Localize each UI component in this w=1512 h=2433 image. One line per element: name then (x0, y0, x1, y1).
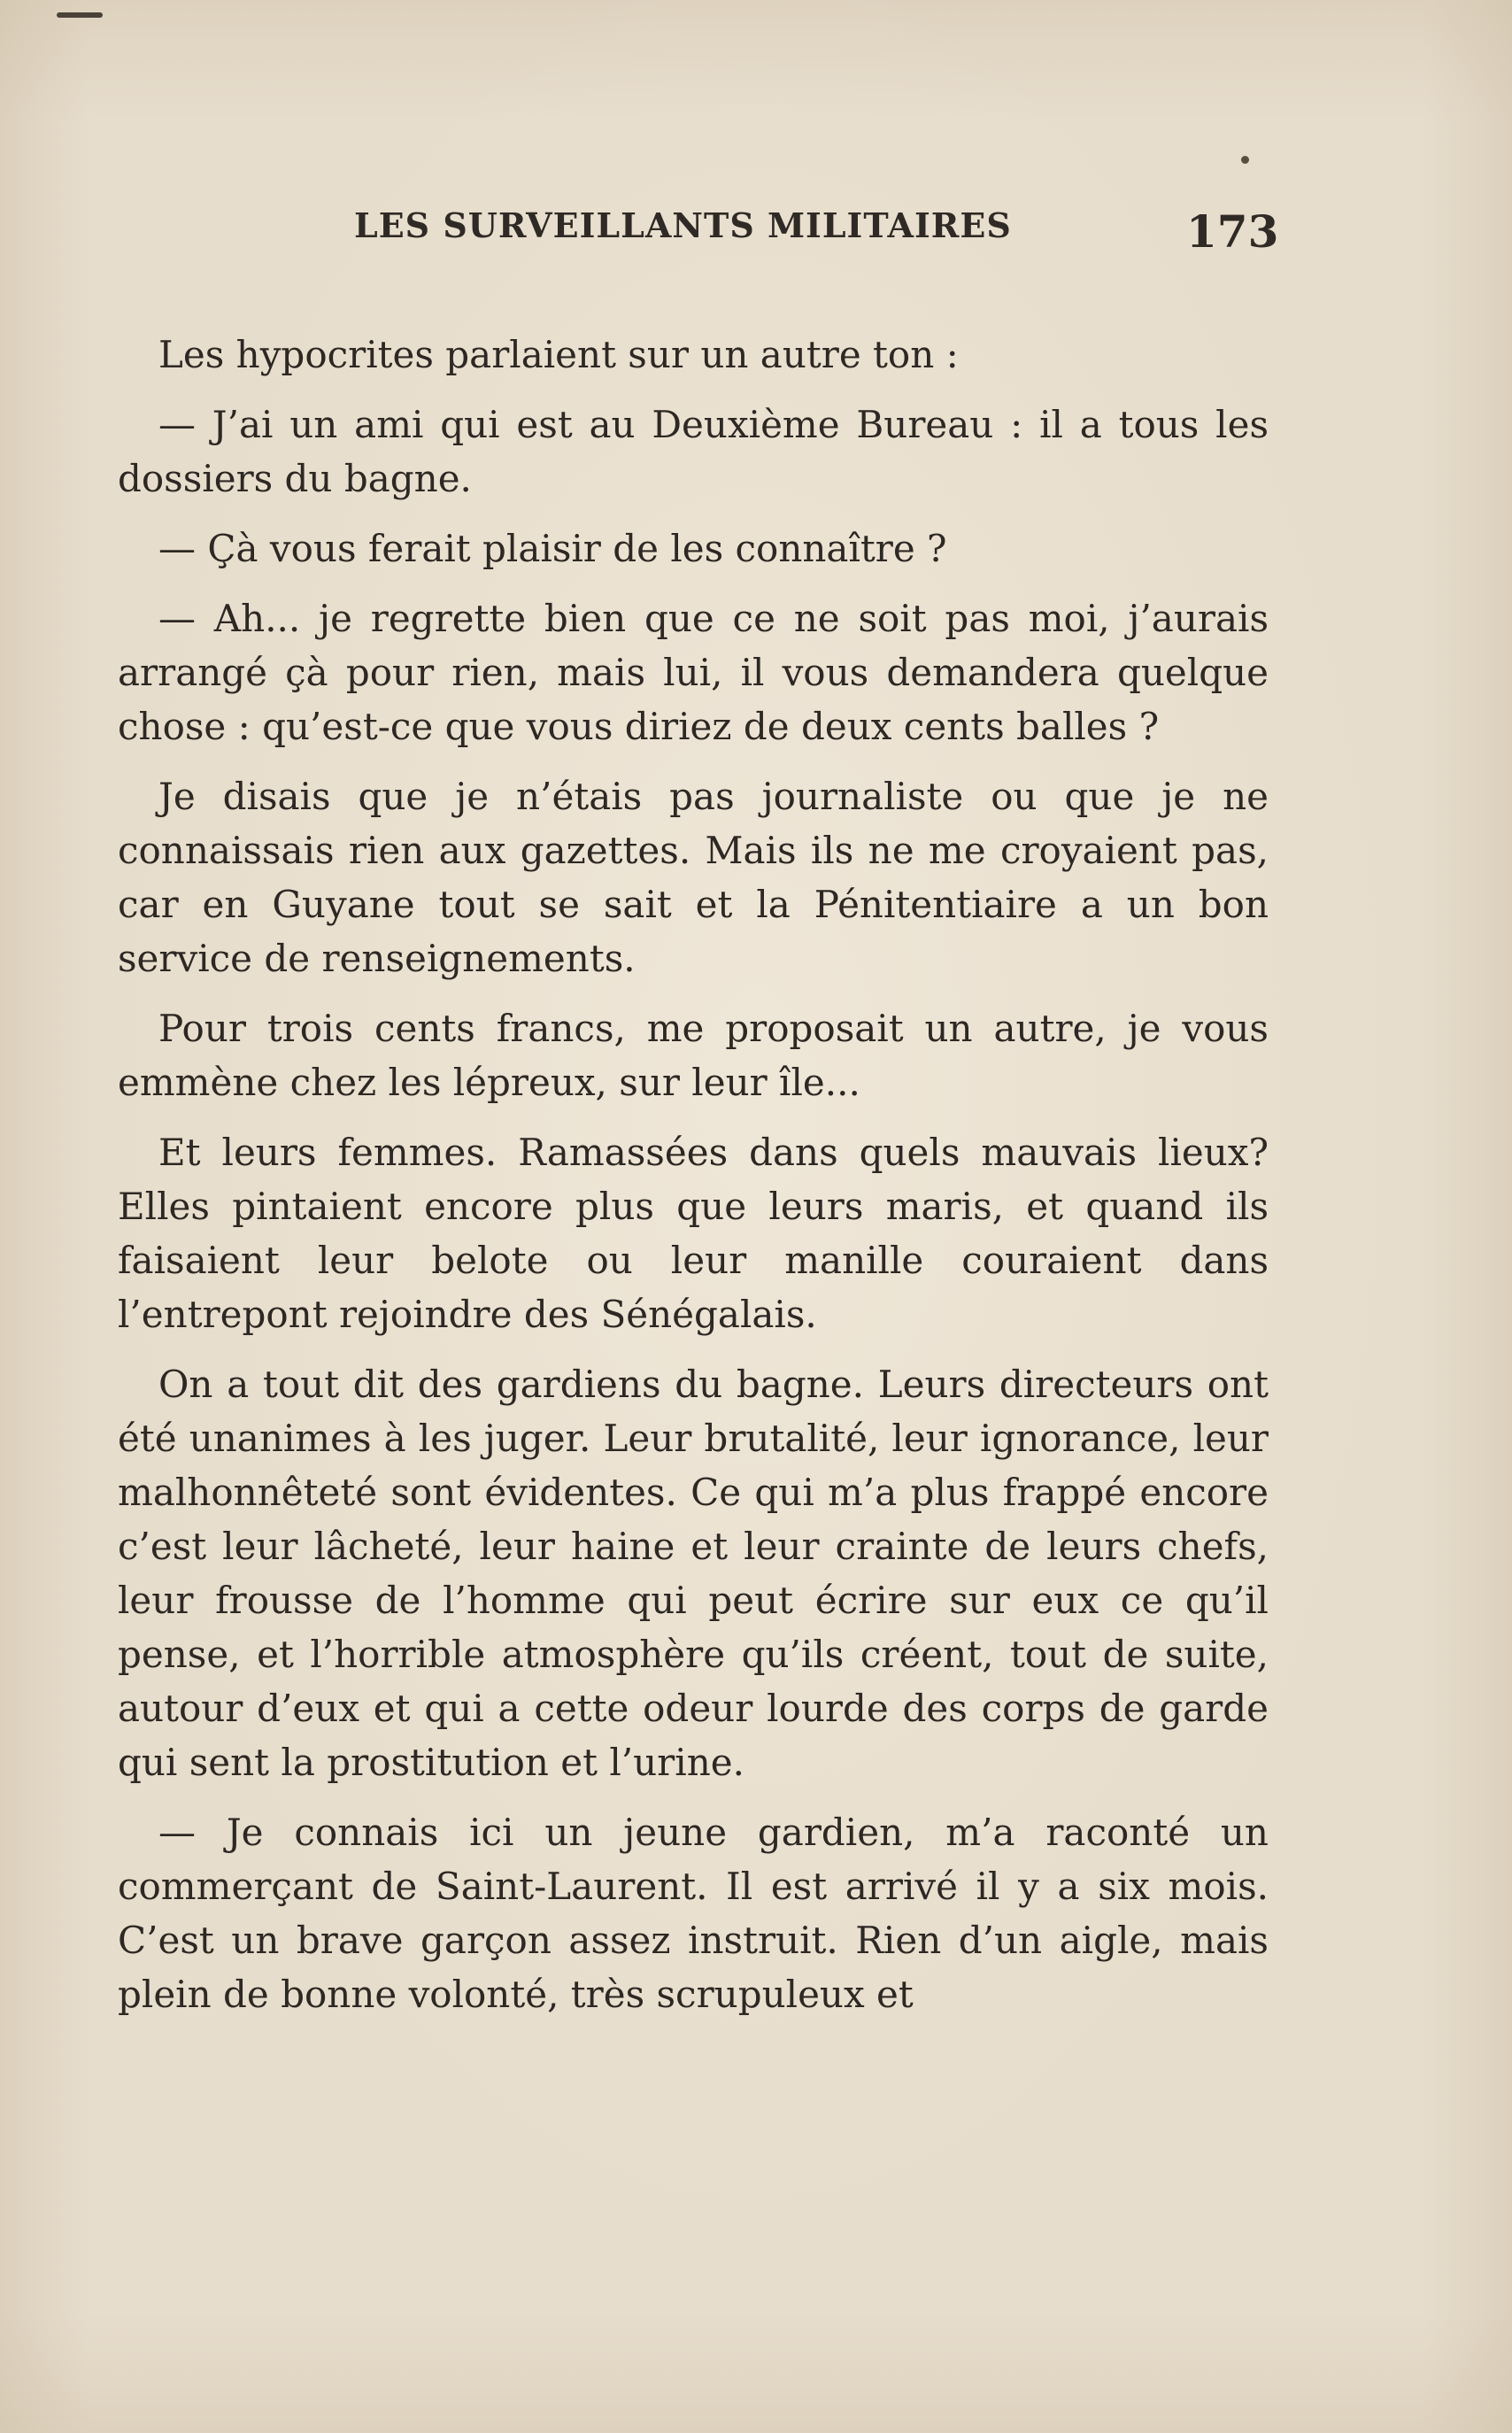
body-text (118, 328, 1269, 2037)
paragraph: Pour trois cents francs, me proposait un autre, je vous emmène chez les lépreux, sur leur île... (118, 1007, 1269, 1104)
paragraph: — Çà vous ferait plaisir de les connaître ? (158, 527, 947, 570)
paragraph: Et leurs femmes. Ramassées dans quels mauvais lieux? Elles pintaient encore plus que leurs maris, et quand ils faisaient leur belote ou leur manille couraient dans l’entrepont rejoindre des Sénégalais. (118, 1131, 1269, 1336)
paragraph: — Je connais ici un jeune gardien, m’a raconté un commerçant de Saint-Laurent. Il est arrivé il y a six mois. C’est un brave garçon assez instruit. Rien d’un aigle, mais plein de bonne volonté, très scrupuleux et (118, 1811, 1269, 2016)
paragraph: — J’ai un ami qui est au Deuxième Bureau : il a tous les dossiers du bagne. (118, 403, 1269, 500)
page-number: 173 (1186, 205, 1279, 258)
corner-ink-mark (57, 12, 103, 18)
paragraph: On a tout dit des gardiens du bagne. Leurs directeurs ont été unanimes à les juger. Leur brutalité, leur ignorance, leur malhonnêteté sont évidentes. Ce qui m’a plus frappé encore c’est leur lâcheté, leur haine et leur crainte de leurs chefs, leur frousse de l’homme qui peut écrire sur eux ce qu’il pense, et l’horrible atmosphère qu’ils créent, tout de suite, autour d’eux et qui a cette odeur lourde des corps de garde qui sent la prostitution et l’urine. (118, 1363, 1269, 1784)
paragraph: Les hypocrites parlaient sur un autre ton : (158, 333, 959, 376)
running-title: LES SURVEILLANTS MILITAIRES (354, 205, 1012, 245)
ink-speck (1241, 156, 1249, 164)
paragraph: Je disais que je n’étais pas journaliste ou que je ne connaissais rien aux gazettes. Mais ils ne me croyaient pas, car en Guyane tout se sait et la Pénitentiaire a un bon service de renseignements. (118, 775, 1269, 980)
paragraph: — Ah... je regrette bien que ce ne soit pas moi, j’aurais arrangé çà pour rien, mais lui, il vous demandera quelque chose : qu’est-ce que vous diriez de deux cents balles ? (118, 597, 1269, 748)
